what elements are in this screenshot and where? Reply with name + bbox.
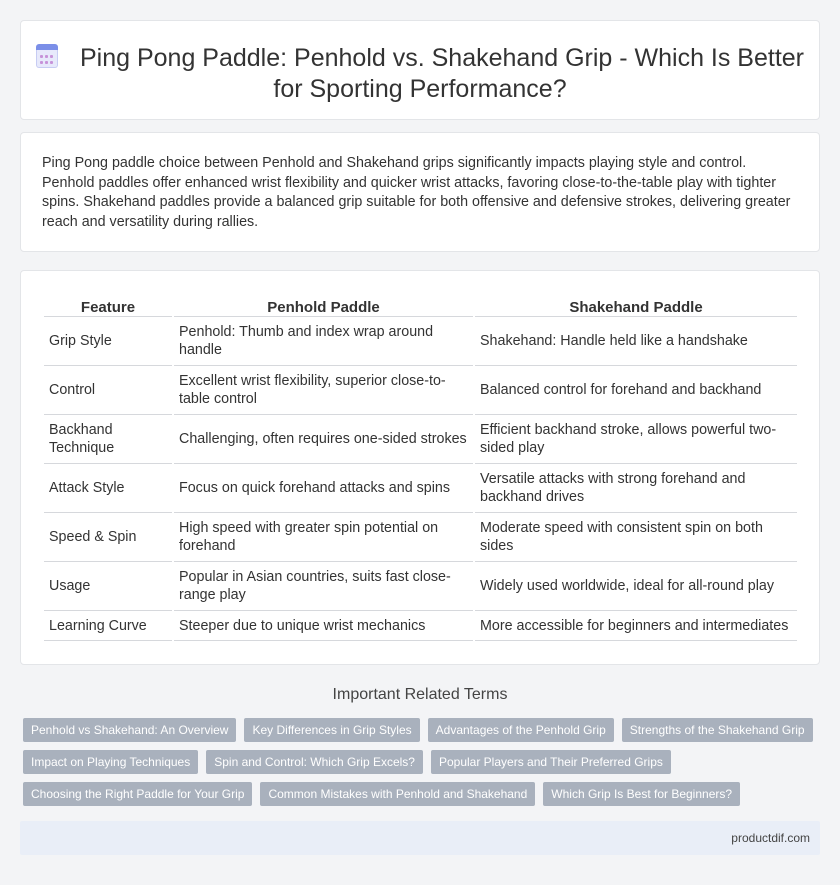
related-term-tag[interactable]: Key Differences in Grip Styles <box>244 718 419 742</box>
title-card <box>20 20 820 120</box>
related-term-tag[interactable]: Common Mistakes with Penhold and Shakehand <box>260 782 535 806</box>
penhold-cell: Focus on quick forehand attacks and spins <box>174 464 473 513</box>
feature-cell: Usage <box>44 562 172 611</box>
header-shakehand: Shakehand Paddle <box>475 291 797 317</box>
related-term-tag[interactable]: Popular Players and Their Preferred Grips <box>431 750 671 774</box>
header-feature: Feature <box>44 291 172 317</box>
comparison-card <box>20 270 820 665</box>
feature-cell: Grip Style <box>44 317 172 366</box>
related-terms-heading: Important Related Terms <box>332 686 508 703</box>
feature-cell: Speed & Spin <box>44 513 172 562</box>
penhold-cell: Excellent wrist flexibility, superior close-to-table control <box>174 366 473 415</box>
related-term-tag[interactable]: Which Grip Is Best for Beginners? <box>543 782 740 806</box>
penhold-cell: High speed with greater spin potential on forehand <box>174 513 473 562</box>
related-term-tag[interactable]: Spin and Control: Which Grip Excels? <box>206 750 423 774</box>
header-penhold: Penhold Paddle <box>174 291 473 317</box>
feature-cell: Control <box>44 366 172 415</box>
document-icon <box>36 44 58 68</box>
comparison-table <box>42 291 799 641</box>
table-row <box>44 415 797 464</box>
related-term-tag[interactable]: Choosing the Right Paddle for Your Grip <box>23 782 252 806</box>
shakehand-cell: Versatile attacks with strong forehand and backhand drives <box>475 464 797 513</box>
related-terms-list <box>23 718 803 814</box>
shakehand-cell: Shakehand: Handle held like a handshake <box>475 317 797 366</box>
footer-site-link[interactable]: productdif.com <box>731 831 810 845</box>
table-row <box>44 366 797 415</box>
penhold-cell: Challenging, often requires one-sided strokes <box>174 415 473 464</box>
feature-cell: Backhand Technique <box>44 415 172 464</box>
shakehand-cell: Efficient backhand stroke, allows powerful two-sided play <box>475 415 797 464</box>
page-title-line2: for Sporting Performance? <box>273 75 567 103</box>
intro-paragraph: Ping Pong paddle choice between Penhold and Shakehand grips significantly impacts playing style and control. Penhold paddles offer enhanced wrist flexibility and quicker wrist attacks, favoring close-to-the-table play with tighter spins. Shakehand paddles provide a balanced grip suitable for both offensive and defensive strokes, delivering greater reach and versatility during rallies. <box>42 155 791 230</box>
page-title-line1: Ping Pong Paddle: Penhold vs. Shakehand Grip - Which Is Better <box>79 44 805 72</box>
table-row <box>44 513 797 562</box>
penhold-cell: Steeper due to unique wrist mechanics <box>174 611 473 641</box>
shakehand-cell: Widely used worldwide, ideal for all-round play <box>475 562 797 611</box>
related-term-tag[interactable]: Advantages of the Penhold Grip <box>428 718 614 742</box>
table-row <box>44 562 797 611</box>
related-term-tag[interactable]: Penhold vs Shakehand: An Overview <box>23 718 236 742</box>
table-row <box>44 464 797 513</box>
penhold-cell: Penhold: Thumb and index wrap around handle <box>174 317 473 366</box>
table-header-row <box>44 291 797 317</box>
footer-bar <box>20 821 820 855</box>
shakehand-cell: Balanced control for forehand and backhand <box>475 366 797 415</box>
feature-cell: Attack Style <box>44 464 172 513</box>
shakehand-cell: Moderate speed with consistent spin on both sides <box>475 513 797 562</box>
table-row <box>44 317 797 366</box>
related-term-tag[interactable]: Strengths of the Shakehand Grip <box>622 718 813 742</box>
intro-card <box>20 132 820 252</box>
shakehand-cell: More accessible for beginners and intermediates <box>475 611 797 641</box>
penhold-cell: Popular in Asian countries, suits fast close-range play <box>174 562 473 611</box>
feature-cell: Learning Curve <box>44 611 172 641</box>
page-title <box>21 43 819 105</box>
related-term-tag[interactable]: Impact on Playing Techniques <box>23 750 198 774</box>
table-row <box>44 611 797 641</box>
